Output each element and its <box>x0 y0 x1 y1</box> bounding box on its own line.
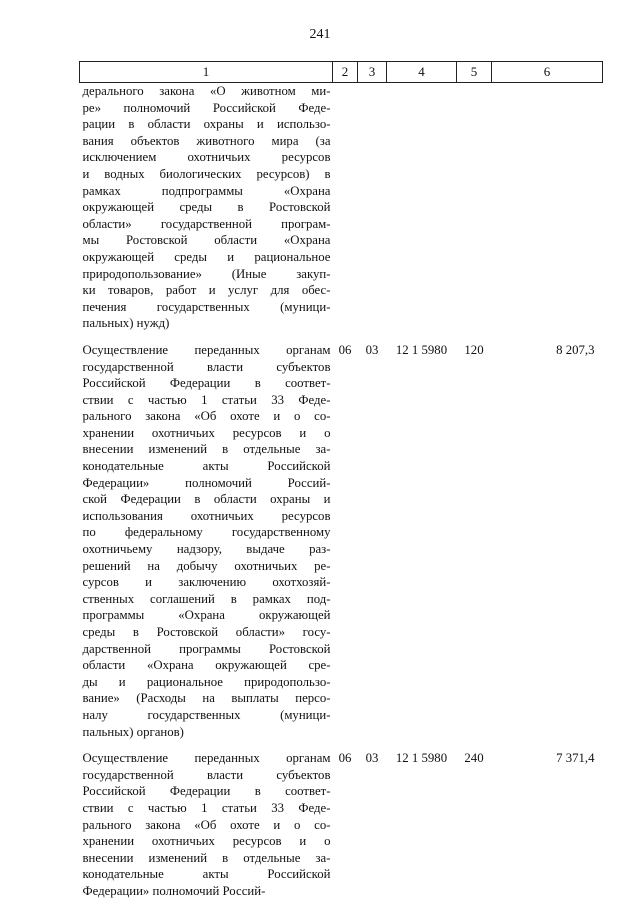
description-line: вания объектов животного мира (за <box>82 133 331 148</box>
spacer-cell <box>80 332 603 342</box>
subsection-code-cell: 03 <box>365 342 379 357</box>
target-article-cell <box>387 83 457 332</box>
description-line: рального закона «Об охоте и о со- <box>82 817 331 832</box>
description-line: окружающей среды в Ростовской <box>82 200 331 215</box>
description-line: программы «Охрана окружающей <box>82 608 331 623</box>
section-code-cell <box>333 83 358 332</box>
description-line: хранении охотничьих ресурсов и о <box>82 834 331 849</box>
target-article-cell: 12 1 5980 <box>395 751 448 766</box>
description-line: государственной власти субъектов <box>82 767 331 782</box>
description-line: решений на добычу охотничьих ре- <box>82 558 331 573</box>
description-line: области» государственной програм- <box>82 216 331 231</box>
description-line: внесении изменений в отдельные за- <box>82 850 331 865</box>
description-line: среды в Ростовской области» госу- <box>82 625 331 639</box>
column-header: 2 <box>333 62 358 83</box>
section-code-cell: 06 <box>338 342 352 357</box>
description-line: природопользование» (Иные закуп- <box>82 266 331 281</box>
description-line: ственных соглашений в рамках под- <box>82 591 331 606</box>
description-line: ствии с частью 1 статьи 33 Феде- <box>82 800 331 815</box>
description-line: Осуществление переданных органам <box>82 342 331 357</box>
target-article-cell: 12 1 5980 <box>395 342 448 357</box>
description-line: государственной власти субъектов <box>82 359 331 374</box>
amount-cell: 8 207,3 <box>556 342 595 357</box>
description-line: Российской Федерации в соответ- <box>82 784 331 799</box>
description-line: хранении охотничьих ресурсов и о <box>82 425 331 440</box>
description-line: ствии с частью 1 статьи 33 Феде- <box>82 392 331 407</box>
column-header: 1 <box>80 62 333 83</box>
row-spacer <box>80 740 603 750</box>
description-line: рации в области охраны и использо- <box>82 117 331 132</box>
description-line: и водных биологических ресурсов) в <box>82 166 331 181</box>
description-line: охотничьему надзору, выдаче раз- <box>82 542 331 557</box>
description-line: Федерации» полномочий Россий- <box>82 475 331 490</box>
expense-type-cell: 120 <box>464 342 484 357</box>
budget-table <box>79 61 603 900</box>
description-line: ды и рациональное природопользо- <box>82 674 331 689</box>
row-spacer <box>80 332 603 342</box>
description-line: рального закона «Об охоте и о со- <box>82 409 331 424</box>
table-row <box>80 342 603 740</box>
description-line: конодательные акты Российской <box>82 459 331 474</box>
description-line: внесении изменений в отдельные за- <box>82 442 331 457</box>
description-line: дерального закона «О животном ми- <box>82 84 331 98</box>
column-header: 5 <box>457 62 492 83</box>
description-line: печения государственных (муници- <box>82 299 331 314</box>
description-line: Федерации» полномочий Россий- <box>82 883 266 898</box>
description-cell <box>80 83 333 332</box>
column-header: 4 <box>387 62 457 83</box>
description-line: вание» (Расходы на выплаты персо- <box>82 691 331 706</box>
description-line: ки товаров, работ и услуг для обес- <box>82 283 331 298</box>
spacer-cell <box>80 740 603 750</box>
description-line: рамках подпрограммы «Охрана <box>82 183 331 198</box>
subsection-code-cell <box>358 83 387 332</box>
description-line: конодательные акты Российской <box>82 867 331 882</box>
description-line: ской Федерации в области охраны и <box>82 492 331 507</box>
amount-cell: 7 371,4 <box>556 751 595 766</box>
page-number: 241 <box>309 27 331 42</box>
description-line: пальных) нужд) <box>82 316 170 331</box>
column-header: 3 <box>358 62 387 83</box>
description-cell <box>80 750 333 899</box>
description-cell <box>80 342 333 740</box>
description-line: сурсов и заключению охотхозяй- <box>82 575 331 590</box>
description-line: Осуществление переданных органам <box>82 751 331 766</box>
subsection-code-cell: 03 <box>365 751 379 766</box>
description-line: Российской Федерации в соответ- <box>82 376 331 391</box>
description-line: окружающей среды и рациональное <box>82 249 331 264</box>
column-header: 6 <box>492 62 603 83</box>
description-line: налу государственных (муници- <box>82 707 331 722</box>
description-line: дарственной программы Ростовской <box>82 641 331 656</box>
description-line: пальных) органов) <box>82 724 184 739</box>
amount-cell <box>492 83 603 332</box>
description-line: ре» полномочий Российской Феде- <box>82 100 331 115</box>
expense-type-cell: 240 <box>464 751 484 766</box>
table-row <box>80 750 603 899</box>
header-row <box>80 62 603 83</box>
description-line: исключением охотничьих ресурсов <box>82 150 331 165</box>
description-line: мы Ростовской области «Охрана <box>82 233 331 248</box>
description-line: области «Охрана окружающей сре- <box>82 658 331 673</box>
description-line: по федеральному государственному <box>82 525 331 540</box>
expense-type-cell <box>457 83 492 332</box>
table-row <box>80 83 603 332</box>
description-line: использования охотничьих ресурсов <box>82 508 331 523</box>
section-code-cell: 06 <box>338 751 352 766</box>
